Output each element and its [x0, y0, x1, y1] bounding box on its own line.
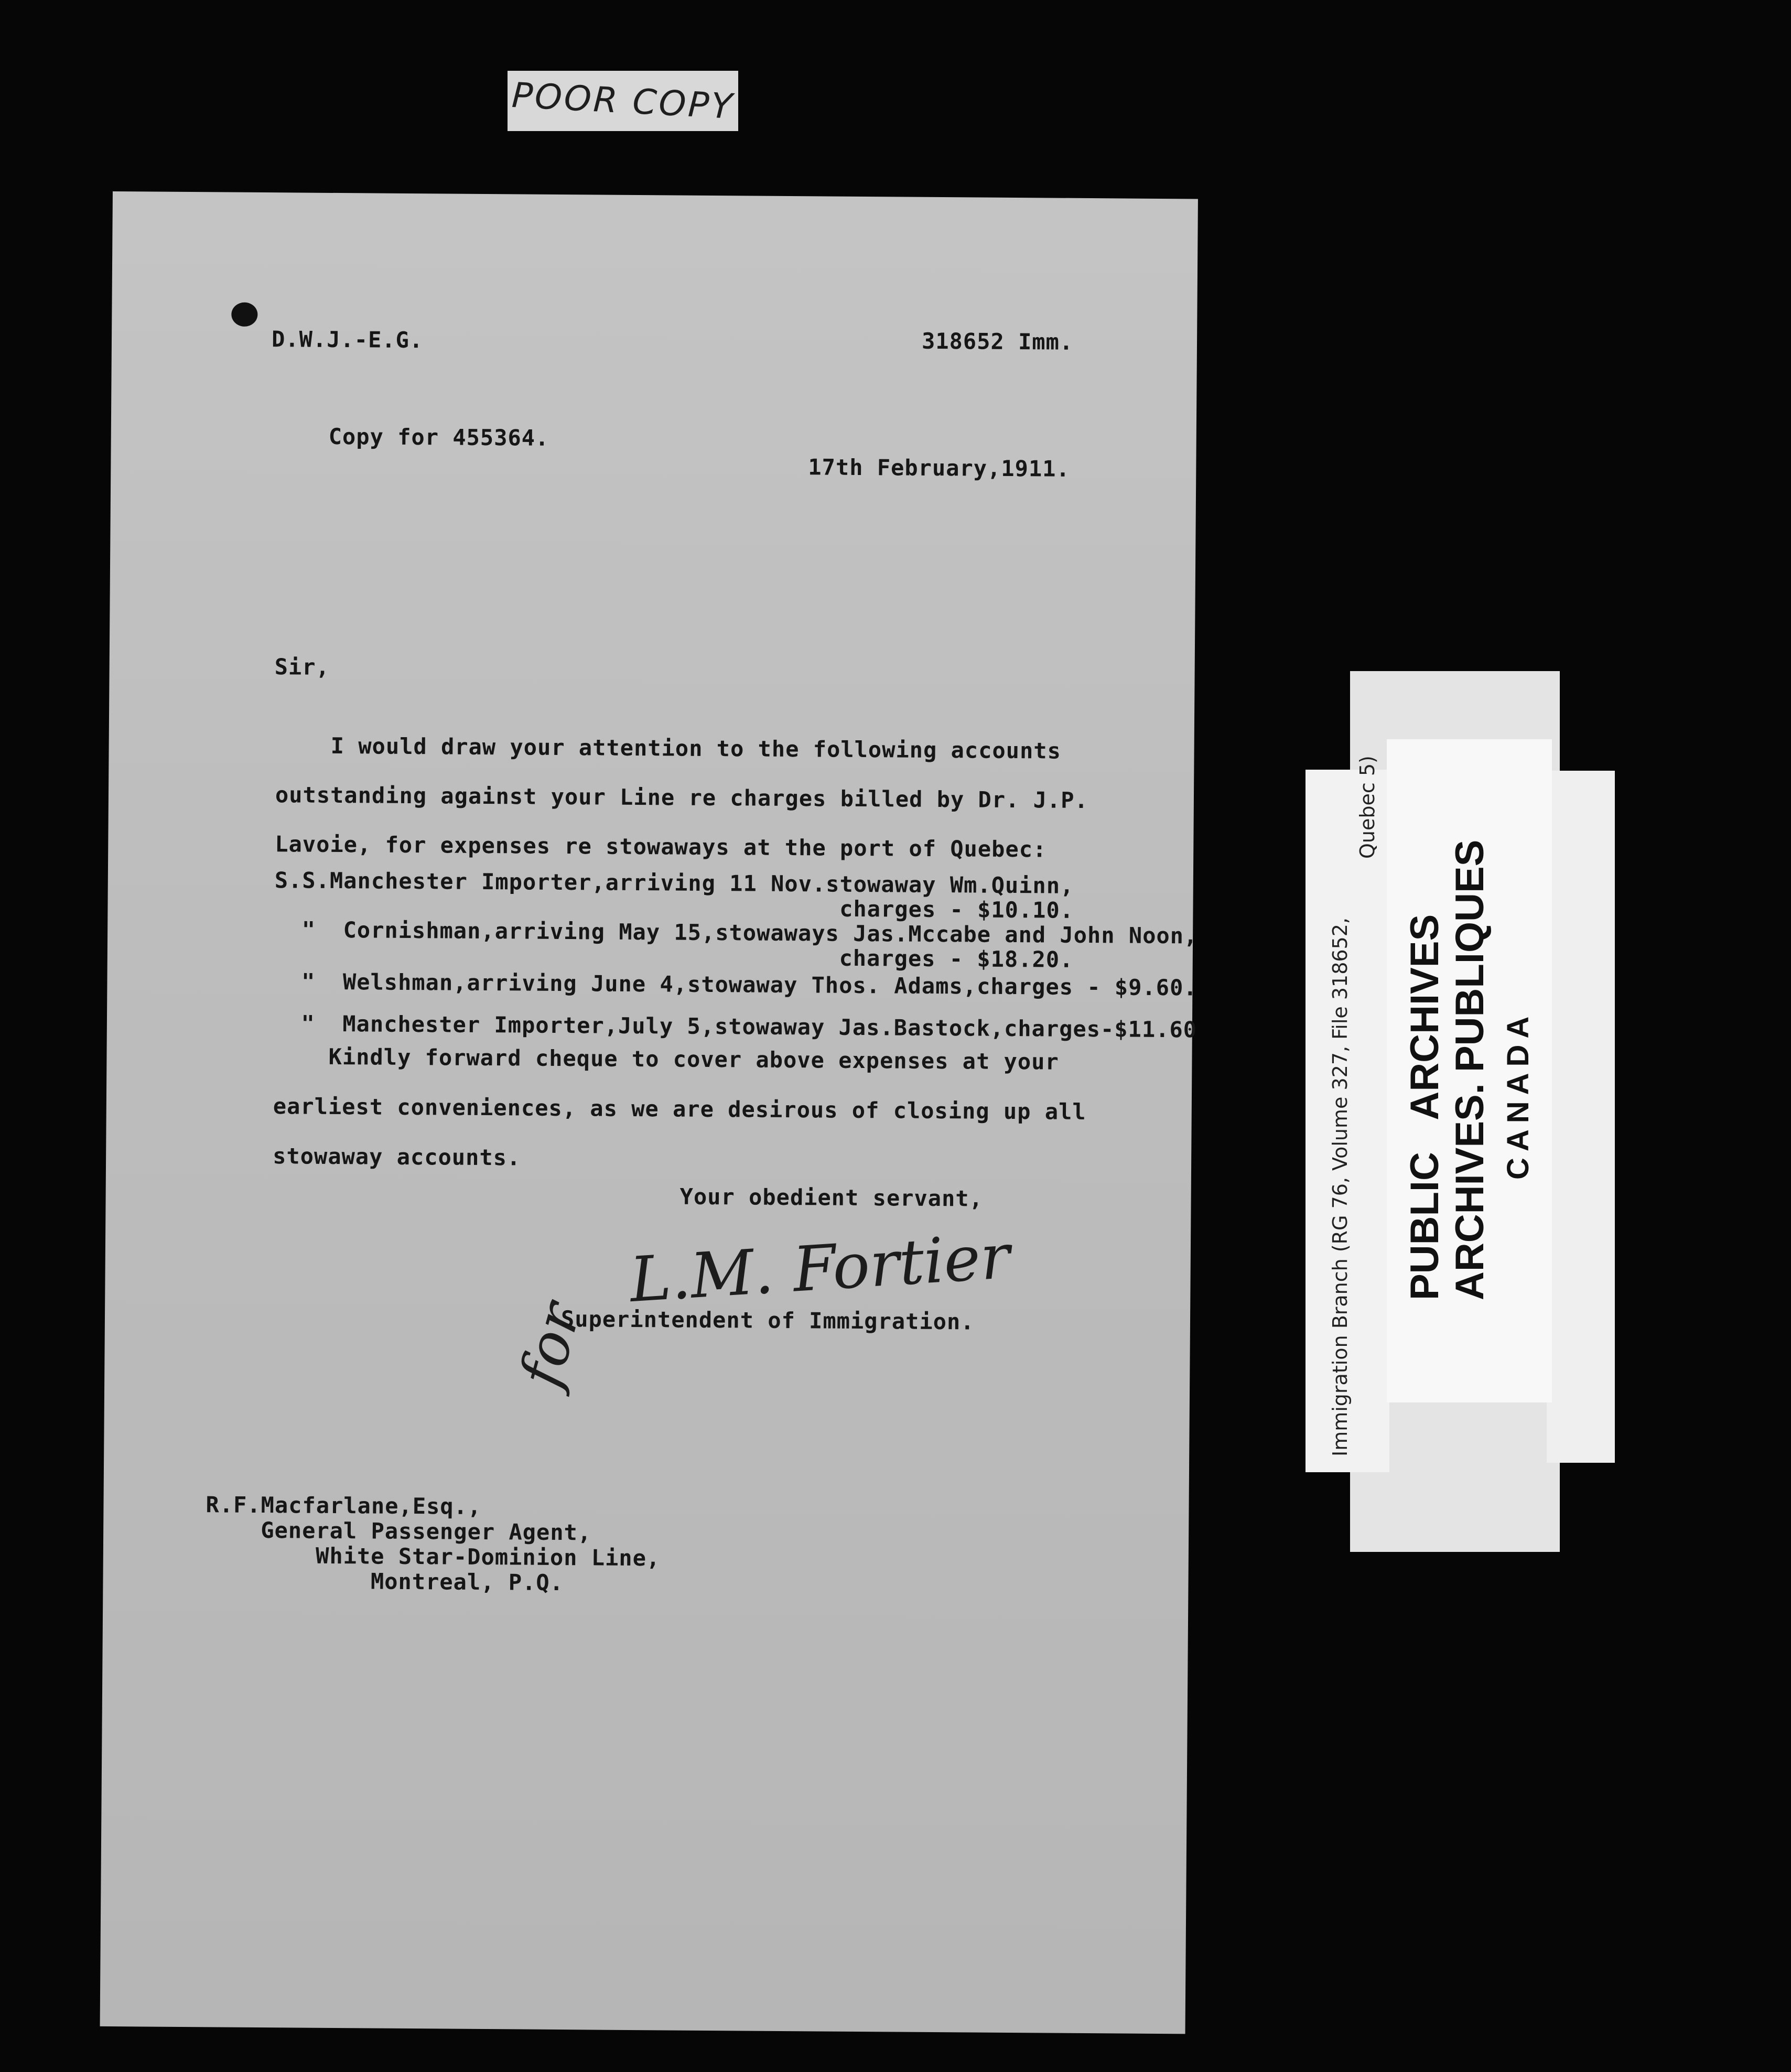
- signature: L.M. Fortier: [628, 1220, 1012, 1316]
- address-line: General Passenger Agent,: [206, 1517, 592, 1546]
- public-archives-text: [1402, 840, 1541, 1300]
- poor-copy-text: POOR COPY: [510, 74, 736, 127]
- archive-source-line: Immigration Branch (RG 76, Volume 327, File 318652,: [1329, 918, 1352, 1456]
- signatory-title: Superintendent of Immigration.: [560, 1306, 975, 1335]
- salutation: Sir,: [274, 654, 330, 680]
- public-archives-label: [1387, 739, 1552, 1402]
- item-line: S.S.Manchester Importer,arriving 11 Nov.stowaway Wm.Quinn,: [274, 867, 1074, 899]
- reference-right: 318652 Imm.: [921, 328, 1074, 355]
- para2-line: stowaway accounts.: [272, 1143, 521, 1171]
- item-line: " Cornishman,arriving May 15,stowaways Jas.Mccabe and John Noon,: [274, 916, 1198, 949]
- archive-source-text: [1326, 756, 1381, 1456]
- archive-source-line-2: Quebec 5): [1356, 756, 1379, 859]
- item-line: " Manchester Importer,July 5,stowaway Jas.Bastock,charges-$11.60: [273, 1010, 1197, 1043]
- stowaway-items: [274, 868, 1198, 973]
- closing: Your obedient servant,: [679, 1183, 984, 1212]
- letter-date: 17th February,1911.: [808, 454, 1070, 482]
- archive-line-2: ARCHIVES. PUBLIQUES: [1448, 839, 1492, 1300]
- archive-source-label: [1306, 756, 1389, 1472]
- signature-for: for: [506, 1295, 594, 1394]
- address-line: White Star-Dominion Line,: [205, 1542, 661, 1571]
- item-line: charges - $10.10.: [274, 892, 1074, 923]
- para2-line: earliest conveniences, as we are desirous of closing up all: [273, 1093, 1086, 1125]
- para1-line: outstanding against your Line re charges billed by Dr. J.P.: [275, 782, 1088, 814]
- paragraph-1: [275, 721, 1089, 875]
- address-line: R.F.Macfarlane,Esq.,: [206, 1492, 482, 1519]
- copy-for: Copy for 455364.: [328, 423, 549, 451]
- address-line: Montreal, P.Q.: [205, 1567, 564, 1596]
- poor-copy-tag: [508, 71, 738, 131]
- ink-blot: [231, 303, 257, 327]
- archive-line-1: PUBLIC ARCHIVES: [1402, 914, 1447, 1300]
- para1-line: I would draw your attention to the following accounts: [275, 732, 1062, 764]
- archive-label-edge: [1547, 771, 1615, 1463]
- paragraph-2: [273, 1031, 1087, 1186]
- para1-line: Lavoie, for expenses re stowaways at the port of Quebec:: [275, 831, 1047, 862]
- letter-page: [100, 191, 1198, 2034]
- recipient-address: [205, 1492, 661, 1596]
- archive-line-3: CANADA: [1501, 1010, 1535, 1180]
- item-line: charges - $18.20.: [274, 941, 1074, 973]
- para2-line: Kindly forward cheque to cover above expenses at your: [273, 1043, 1059, 1075]
- item-line: " Welshman,arriving June 4,stowaway Thos. Adams,charges - $9.60.: [274, 968, 1197, 1001]
- reference-left: D.W.J.-E.G.: [271, 326, 424, 353]
